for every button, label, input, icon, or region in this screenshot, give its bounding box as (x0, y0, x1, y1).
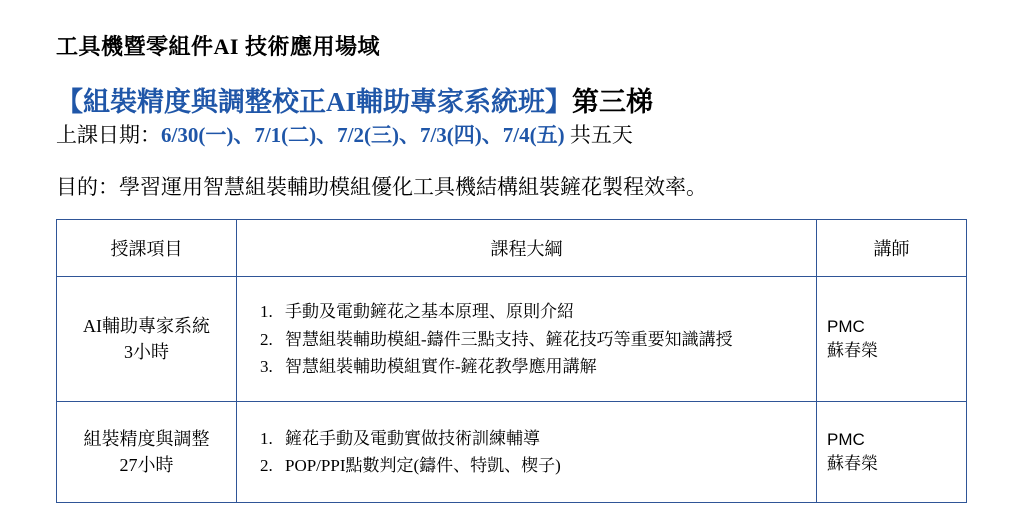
row-item-hours: 3小時 (124, 342, 169, 363)
table-row (57, 277, 967, 402)
row-outline-cell (237, 402, 817, 503)
title-batch: 第三梯 (572, 87, 654, 117)
row-outline-item: 2. 智慧組裝輔助模組-鑄件三點支持、鏟花技巧等重要知識講授 (277, 326, 806, 354)
row-item-hours: 27小時 (119, 455, 174, 476)
page-heading: 工具機暨零組件AI 技術應用場域 (56, 34, 380, 59)
row-item-name: AI輔助專家系統 (83, 316, 210, 337)
row-outline-item: 1. 鏟花手動及電動實做技術訓練輔導 (277, 425, 806, 453)
row-teacher-cell (817, 402, 967, 503)
table-header-item: 授課項目 (57, 220, 237, 277)
course-table (56, 219, 967, 503)
row-item-name: 組裝精度與調整 (83, 429, 210, 450)
row-item-cell (57, 402, 237, 503)
date-values: 6/30(一)、7/1(二)、7/2(三)、7/3(四)、7/4(五) (161, 122, 565, 147)
title-bracket-open: 【 (56, 87, 83, 117)
row-outline-list (247, 425, 806, 480)
course-title (56, 87, 968, 119)
date-tail: 共五天 (564, 122, 633, 147)
table-header-teacher: 講師 (817, 220, 967, 277)
row-teacher-org: PMC (827, 429, 865, 449)
row-outline-item: 3. 智慧組裝輔助模組實作-鏟花教學應用講解 (277, 353, 806, 381)
purpose-text: 目的：學習運用智慧組裝輔助模組優化工具機結構組裝鏟花製程效率。 (56, 175, 707, 200)
row-outline-item: 2. POP/PPI點數判定(鑄件、特凱、楔子) (277, 452, 806, 480)
date-label: 上課日期： (56, 122, 161, 147)
row-outline-item: 1. 手動及電動鏟花之基本原理、原則介紹 (277, 298, 806, 326)
row-teacher-org: PMC (827, 316, 865, 336)
row-teacher-name: 蘇春榮 (827, 341, 878, 361)
table-header-outline: 課程大綱 (237, 220, 817, 277)
course-date-line (56, 122, 968, 148)
title-block (56, 87, 968, 148)
row-teacher-cell (817, 277, 967, 402)
row-outline-cell (237, 277, 817, 402)
row-teacher-name: 蘇春榮 (827, 454, 878, 474)
table-row (57, 402, 967, 503)
title-main: 組裝精度與調整校正AI輔助專家系統班 (83, 87, 546, 117)
table-header-row (57, 220, 967, 277)
row-outline-list (247, 298, 806, 381)
title-bracket-close: 】 (545, 87, 573, 117)
row-item-cell (57, 277, 237, 402)
